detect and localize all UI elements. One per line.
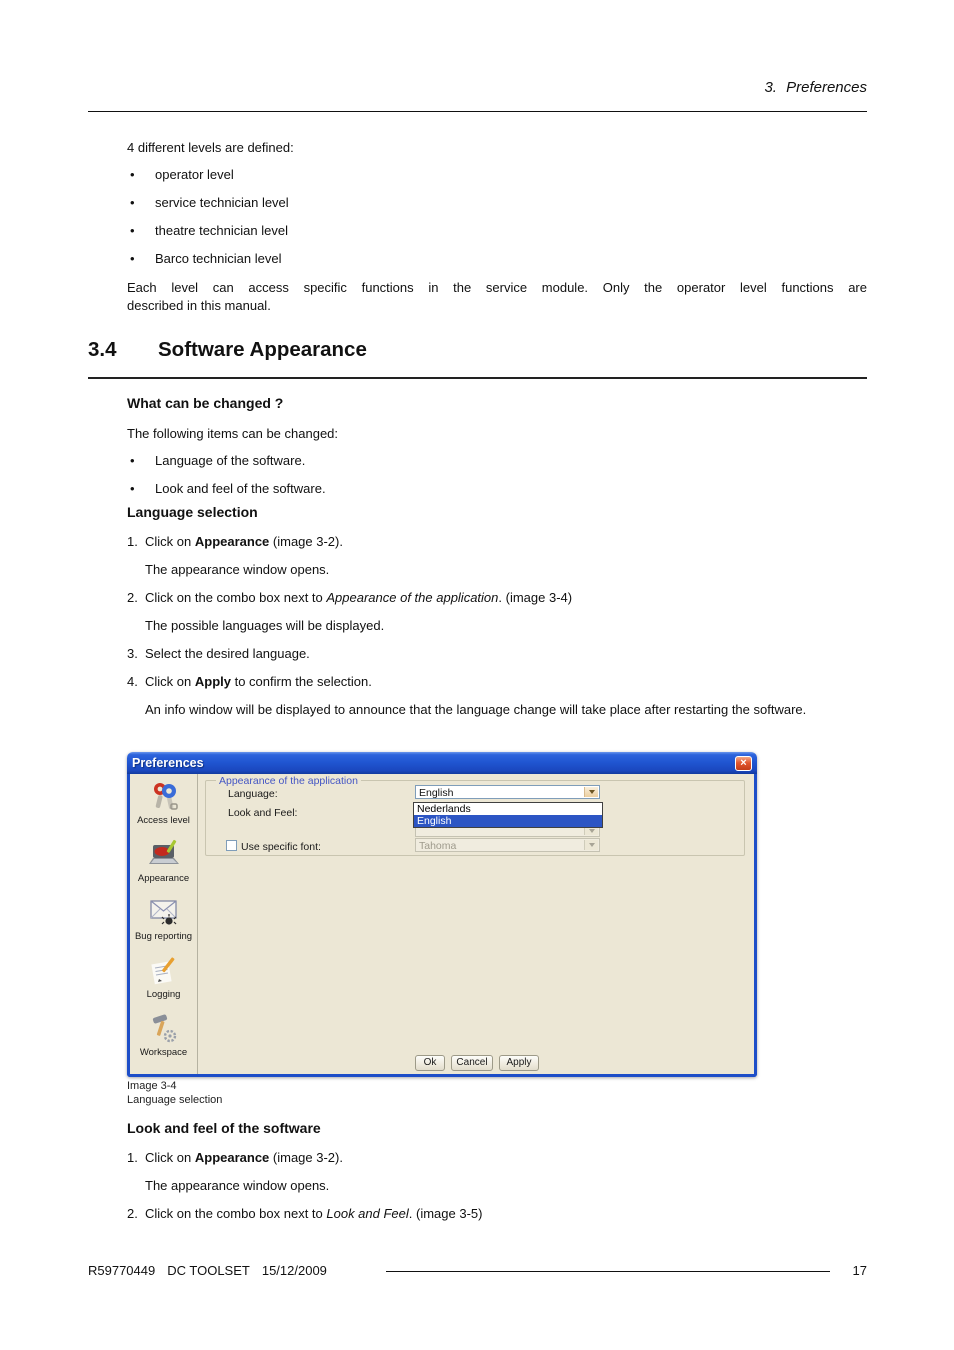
sidebar-item-label: Workspace [139,1047,188,1058]
what-lead: The following items can be changed: [127,426,339,441]
intro-block [127,139,867,315]
step-2: 2. Click on the combo box next to Appearance of the application. (image 3-4) [127,590,573,605]
sidebar-item-logging[interactable] [130,954,197,1012]
figure-caption [127,1080,222,1107]
footer-rule [386,1271,830,1272]
close-icon[interactable]: × [735,756,752,771]
logging-icon [144,954,184,988]
intro-paragraph-line2: described in this manual. [127,298,271,313]
look-and-feel-label: Look and Feel: [228,807,298,819]
step-2: 2. Click on the combo box next to Look and Feel. (image 3-5) [127,1206,483,1221]
section-title: Software Appearance [158,338,367,361]
step-4-result: An info window will be displayed to announce that the language change will take place after restarting the software. [145,702,807,717]
step-1: 1. Click on Appearance (image 3-2). [127,1150,343,1165]
footer-product: DC TOOLSET [167,1263,250,1278]
dialog-titlebar[interactable] [127,752,757,774]
font-combobox[interactable] [415,838,600,852]
bug-report-icon [144,896,184,930]
keys-icon [144,780,184,814]
chevron-down-icon[interactable] [584,787,598,797]
step-1-result: The appearance window opens. [145,562,330,577]
groupbox-title: Appearance of the application [216,775,361,787]
figure-caption-ref: Image 3-4 [127,1080,177,1092]
font-combobox-value: Tahoma [419,840,457,852]
sidebar-item-appearance[interactable] [130,838,197,896]
what-heading: What can be changed ? [127,395,284,411]
use-specific-font-label: Use specific font: [241,841,321,853]
footer [88,1263,339,1278]
use-specific-font-checkbox[interactable] [226,840,237,851]
chevron-down-icon [584,840,598,850]
language-combobox[interactable] [415,785,600,799]
step-1-result: The appearance window opens. [145,1178,330,1193]
language-selection-heading: Language selection [127,504,258,520]
dropdown-option[interactable]: Nederlands [414,803,602,815]
what-bullet-list [127,449,867,500]
footer-date: 15/12/2009 [261,1263,327,1278]
bullet-item: • Look and feel of the software. [127,477,867,500]
language-label: Language: [228,788,278,800]
section-rule [88,377,867,379]
sidebar-item-label: Access level [137,815,190,826]
sidebar-item-label: Logging [146,989,181,1000]
page-number: 17 [852,1263,867,1278]
bullet-item: • operator level [127,163,867,186]
bullet-item: • theatre technician level [127,219,867,242]
step-4: 4. Click on Apply to confirm the selection. [127,674,372,689]
sidebar-item-label: Appearance [137,873,190,884]
figure-caption-text: Language selection [127,1093,223,1106]
language-combobox-value: English [419,787,454,799]
section-number: 3.4 [88,338,117,361]
header-rule [88,111,867,112]
apply-button[interactable]: Apply [499,1055,539,1071]
appearance-icon [144,838,184,872]
workspace-icon [144,1012,184,1046]
dropdown-option-selected[interactable]: English [414,815,602,827]
intro-lead: 4 different levels are defined: [127,140,294,155]
sidebar-item-label: Bug reporting [134,931,193,942]
look-and-feel-block [127,1119,867,1223]
dialog-main-panel [198,774,754,1074]
running-header: 3. Preferences [764,79,867,96]
level-bullet-list [127,163,867,270]
ok-button[interactable]: Ok [415,1055,445,1071]
sidebar-item-bug-reporting[interactable] [130,896,197,954]
language-dropdown-list [413,802,603,828]
sidebar-item-access-level[interactable] [130,780,197,838]
bullet-item: • Language of the software. [127,449,867,472]
cancel-button[interactable]: Cancel [451,1055,493,1071]
section-heading [88,338,867,362]
bullet-item: • service technician level [127,191,867,214]
footer-doc-ref: R59770449 [88,1263,156,1278]
language-selection-block [127,503,867,719]
preferences-dialog [127,752,757,1077]
step-2-result: The possible languages will be displayed. [145,618,385,633]
intro-paragraph-line1: Each level can access specific functions in the service module. Only the operator level functions are [127,280,867,295]
dialog-title: Preferences [132,756,204,770]
dialog-sidebar [130,774,198,1074]
look-and-feel-steps [127,1149,867,1223]
sidebar-item-workspace[interactable] [130,1012,197,1070]
step-1: 1. Click on Appearance (image 3-2). [127,534,343,549]
step-3: 3. Select the desired language. [127,646,310,661]
dialog-content [127,774,757,1077]
language-selection-steps [127,533,867,719]
bullet-item: • Barco technician level [127,247,867,270]
look-and-feel-heading: Look and feel of the software [127,1120,321,1136]
what-block [127,394,867,500]
